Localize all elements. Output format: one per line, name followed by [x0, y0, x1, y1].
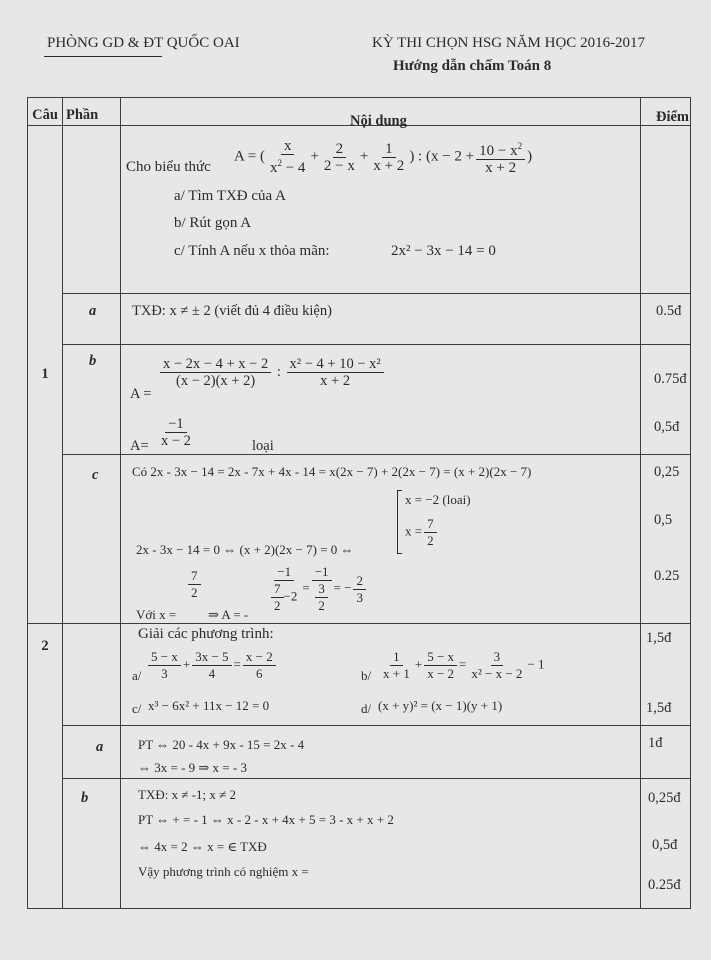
department-name: PHÒNG GD & ĐT QUỐC OAI — [47, 35, 240, 51]
q1-c-arrow: ⇒ A = - — [208, 607, 249, 622]
q2-b-step2: PT ⇔ + = - 1 ⇔ x - 2 - x + 4x + 5 = 3 - x + x + 2 — [138, 812, 394, 827]
q2-b-label: b/ — [361, 668, 372, 683]
part-label: b — [81, 790, 89, 806]
q1-expression: A = ( $\frac{x}{x^2 - 4}$ + $\frac{2}{2 - x}$ + $\frac{1}{x + 2}$ ) : (x − 2 + $\frac{10 - x^2}{x + 2}$ ) — [234, 138, 533, 176]
part-label: a — [89, 303, 97, 319]
q1-b-A: A = — [130, 386, 152, 402]
score: 0,25đ — [648, 790, 681, 806]
header-underline — [44, 56, 162, 57]
q1-b-loai: loại — [252, 438, 274, 454]
col-header-noidung: Nội dung — [350, 113, 407, 129]
row-divider — [62, 725, 690, 726]
col-divider — [62, 98, 63, 908]
part-label: b — [89, 353, 97, 369]
score: 0,25 — [654, 464, 680, 480]
score: 0.25 — [654, 568, 680, 584]
score: 0.5đ — [656, 303, 682, 319]
question-number: 1 — [41, 366, 49, 382]
q1-c-case1: x = −2 (loai) — [405, 492, 471, 507]
q2-b-step1: TXĐ: x ≠ -1; x ≠ 2 — [138, 787, 237, 802]
score: 1đ — [648, 735, 663, 751]
score: 0,5 — [654, 512, 673, 528]
q1-c-solve: 2x - 3x − 14 = 0 ⇔ (x + 2)(2x − 7) = 0 ⇔ — [136, 542, 354, 557]
col-header-phan: Phần — [66, 107, 99, 123]
q1-c-seven-half: $\frac{7}{2}$ — [186, 568, 203, 601]
q2-a-step2: ⇔ 3x = - 9 ⇒ x = - 3 — [138, 760, 247, 775]
q1-c-value: −1 $\frac{7}{2}$ −2 = $\frac{-1}{\frac{3}{2}}$ = − $\frac{2}{3}$ — [266, 564, 368, 614]
q2-a-equation: $\frac{5 - x}{3}$ + $\frac{3x - 5}{4}$ = $\frac{x - 2}{6}$ — [146, 649, 278, 682]
q2-d-label: d/ — [361, 701, 372, 716]
q2-c-equation: x³ − 6x² + 11x − 12 = 0 — [148, 698, 270, 713]
q2-a-label: a/ — [132, 668, 142, 683]
score: 1,5đ — [646, 630, 672, 646]
q2-d-equation: (x + y)² = (x − 1)(y + 1) — [378, 698, 503, 713]
q1-b-A2: A= — [130, 438, 149, 454]
q1-task-c: c/ Tính A nếu x thỏa mãn: — [174, 243, 330, 259]
part-label: a — [96, 739, 104, 755]
row-divider — [62, 778, 690, 779]
score: 0.75đ — [654, 371, 687, 387]
q1-task-b: b/ Rút gọn A — [174, 215, 252, 231]
q2-b-equation: $\frac{1}{x + 1}$ + $\frac{5 - x}{x - 2}$ = $\frac{3}{\text{x² − x − 2}}$ − 1 — [383, 649, 545, 681]
col-header-cau: Câu — [32, 107, 58, 123]
row-divider — [62, 293, 690, 294]
row-divider — [62, 344, 690, 345]
q1-b-step1: $\frac{x - 2x - 4 + x - 2}{(x - 2)(x + 2)}$ : $\frac{\text{x² − 4 + 10 − x²}}{x + 2}$ — [158, 356, 386, 389]
question-number: 2 — [41, 638, 49, 654]
part-label: c — [92, 467, 99, 483]
col-divider — [120, 98, 121, 908]
q2-c-label: c/ — [132, 701, 142, 716]
q1-task-c-eq: 2x² − 3x − 14 = 0 — [391, 243, 496, 259]
q1-b-result: $\frac{-1}{x - 2}$ — [161, 416, 191, 449]
case-bracket — [397, 490, 402, 554]
doc-subtitle: Hướng dẫn chấm Toán 8 — [393, 58, 552, 74]
q2-intro: Giải các phương trình: — [138, 626, 274, 642]
score: 1,5đ — [646, 700, 672, 716]
grading-table — [27, 97, 691, 909]
q1-c-case2: x = $\frac{7}{2}$ — [405, 516, 439, 549]
q2-b-conclusion: Vậy phương trình có nghiệm x = — [138, 864, 309, 879]
score: 0,5đ — [652, 837, 678, 853]
col-divider — [640, 98, 641, 908]
q1-a-answer: TXĐ: x ≠ ± 2 (viết đủ 4 điều kiện) — [132, 303, 332, 319]
score: 0.25đ — [648, 877, 681, 893]
exam-title: KỲ THI CHỌN HSG NĂM HỌC 2016-2017 — [372, 35, 646, 51]
row-divider — [28, 623, 690, 624]
row-divider — [62, 454, 690, 455]
col-header-diem: Điểm — [656, 109, 690, 125]
q1-intro: Cho biểu thức — [126, 159, 211, 175]
q1-c-voi: Với x = — [136, 607, 177, 622]
q1-task-a: a/ Tìm TXĐ của A — [174, 188, 286, 204]
q1-c-factor: Có 2x - 3x − 14 = 2x - 7x + 4x - 14 = x(2x − 7) + 2(2x − 7) = (x + 2)(2x − 7) — [132, 464, 532, 479]
q2-a-step1: PT ⇔ 20 - 4x + 9x - 15 = 2x - 4 — [138, 737, 305, 752]
score: 0,5đ — [654, 419, 680, 435]
q2-b-step3: ⇔ 4x = 2 ⇔ x = ∈ TXĐ — [138, 839, 267, 854]
